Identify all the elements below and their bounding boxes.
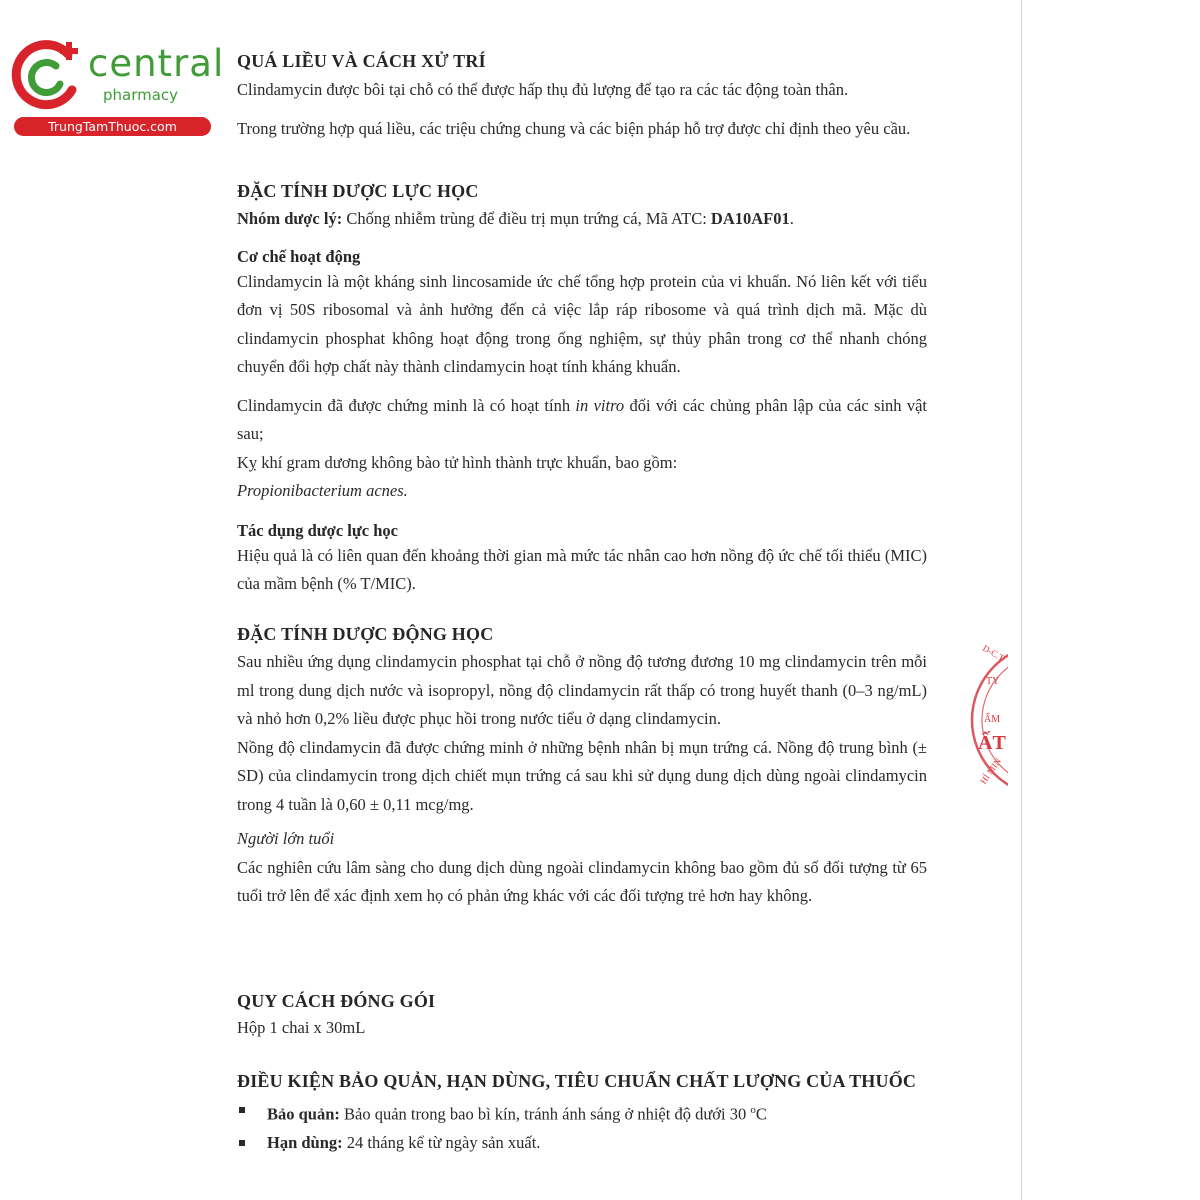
bullet-icon xyxy=(239,1140,245,1146)
paragraph: Clindamycin là một kháng sinh lincosamide ức chế tổng hợp protein của vi khuẩn. Nó liên kết với tiểu đơn vị 50S ribosomal và ảnh hưởng đến cả việc lắp ráp ribosome và quá trình dịch mã. Mặc dù clindamycin phosphat không hoạt động trong ống nghiệm, sự thủy phân trong cơ thể nhanh chóng chuyển đổi hợp chất này thành clindamycin hoạt tính kháng khuẩn. xyxy=(237,271,927,376)
paragraph: Các nghiên cứu lâm sàng cho dung dịch dùng ngoài clindamycin không bao gồm đủ số đối tượng từ 65 tuổi trở lên để xác định xem họ có phản ứng khác với các đối tượng trẻ hơn hay không. xyxy=(237,857,927,905)
list-item-text: Bảo quản trong bao bì kín, tránh ánh sáng ở nhiệt độ dưới 30 xyxy=(339,1104,751,1124)
section-pharmacokinetics xyxy=(237,621,927,911)
company-stamp xyxy=(968,640,1008,800)
paragraph: Hiệu quả là có liên quan đến khoảng thời gian mà mức tác nhân cao hơn nồng độ ức chế tối thiểu (MIC) của mầm bệnh (% T/MIC). xyxy=(237,545,927,593)
paragraph: Sau nhiều ứng dụng clindamycin phosphat tại chỗ ở nồng độ tương đương 10 mg clindamycin trên mỗi ml trong dung dịch nước và isopropyl, nồng độ clindamycin rất thấp có trong huyết thanh (0–3 ng/mL) và nhỏ hơn 0,2% liều được phục hồi trong nước tiểu ở dạng clindamycin. xyxy=(237,652,927,728)
list-item-text: 24 tháng kể từ ngày sản xuất. xyxy=(342,1132,541,1152)
section-pharmacodynamics xyxy=(237,178,927,599)
list-item xyxy=(237,1096,927,1129)
stamp-text-fragment: D-C.T xyxy=(981,642,1007,664)
pharmacological-group-text: Chống nhiễm trùng để điều trị mụn trứng cá, Mã ATC: xyxy=(342,209,711,228)
text-run: đối với các chủng phân lập của các sinh vật sau; xyxy=(237,395,928,443)
pharmacological-group-label: Nhóm dược lý: xyxy=(237,209,343,228)
central-pharmacy-logo[interactable] xyxy=(10,38,225,138)
section-heading: ĐIỀU KIỆN BẢO QUẢN, HẠN DÙNG, TIÊU CHUẨN CHẤT LƯỢNG CỦA THUỐC xyxy=(237,1071,917,1091)
list-item xyxy=(237,1129,927,1157)
paragraph xyxy=(237,392,927,449)
section-heading: QUY CÁCH ĐÓNG GÓI xyxy=(237,991,436,1011)
text-run-italic: in vitro xyxy=(575,395,625,415)
subsection-heading: Người lớn tuổi xyxy=(237,829,335,848)
stamp-text-fragment: TY xyxy=(986,676,1000,687)
paragraph: Clindamycin được bôi tại chỗ có thể được hấp thụ đủ lượng để tạo ra các tác động toàn thân. xyxy=(237,80,849,99)
punctuation: . xyxy=(789,209,794,228)
degree-superscript: o xyxy=(750,1104,756,1116)
subsection-heading: Tác dụng dược lực học xyxy=(237,520,398,540)
stamp-text-fragment: HỈ MIN xyxy=(978,756,1004,786)
logo-brand-name: central xyxy=(88,42,225,85)
logo-mark-icon xyxy=(10,38,90,118)
organism-name: Propionibacterium acnes. xyxy=(237,481,408,500)
pharmacological-group xyxy=(237,205,927,234)
page-edge-divider xyxy=(1021,0,1022,1200)
list-item-text: C xyxy=(755,1104,767,1124)
paragraph: Trong trường hợp quá liều, các triệu chứng chung và các biện pháp hỗ trợ được chỉ định theo yêu cầu. xyxy=(237,118,911,138)
text-run: Clindamycin đã được chứng minh là có hoạt tính xyxy=(237,395,576,415)
logo-brand-subtitle: pharmacy xyxy=(103,86,179,104)
atc-code: DA10AF01 xyxy=(710,209,790,228)
subsection-heading: Cơ chế hoạt động xyxy=(237,246,361,266)
section-heading: QUÁ LIỀU VÀ CÁCH XỬ TRÍ xyxy=(237,51,486,71)
stamp-text-fragment: ẨM xyxy=(984,714,1001,725)
bullet-icon xyxy=(239,1107,245,1113)
paragraph: Kỵ khí gram dương không bào tử hình thành trực khuẩn, bao gồm: xyxy=(237,452,678,472)
section-heading: ĐẶC TÍNH DƯỢC LỰC HỌC xyxy=(237,181,479,201)
section-packaging xyxy=(237,988,927,1043)
section-heading: ĐẶC TÍNH DƯỢC ĐỘNG HỌC xyxy=(237,624,494,644)
section-storage xyxy=(237,1068,927,1157)
list-item-label: Hạn dùng: xyxy=(267,1132,343,1152)
paragraph: Nồng độ clindamycin đã được chứng minh ở những bệnh nhân bị mụn trứng cá. Nồng độ trung bình (± SD) của clindamycin trong dịch chiết mụn trứng cá sau khi sử dụng dung dịch dùng ngoài clindamycin trong 4 tuần là 0,60 ± 0,11 mcg/mg. xyxy=(237,737,927,814)
logo-website-badge[interactable]: TrungTamThuoc.com xyxy=(14,117,211,136)
section-overdose xyxy=(237,48,927,143)
paragraph: Hộp 1 chai x 30mL xyxy=(237,1018,366,1037)
list-item-label: Bảo quản: xyxy=(267,1104,340,1124)
storage-list xyxy=(237,1096,927,1157)
stamp-text-fragment: ẤT xyxy=(978,732,1006,754)
